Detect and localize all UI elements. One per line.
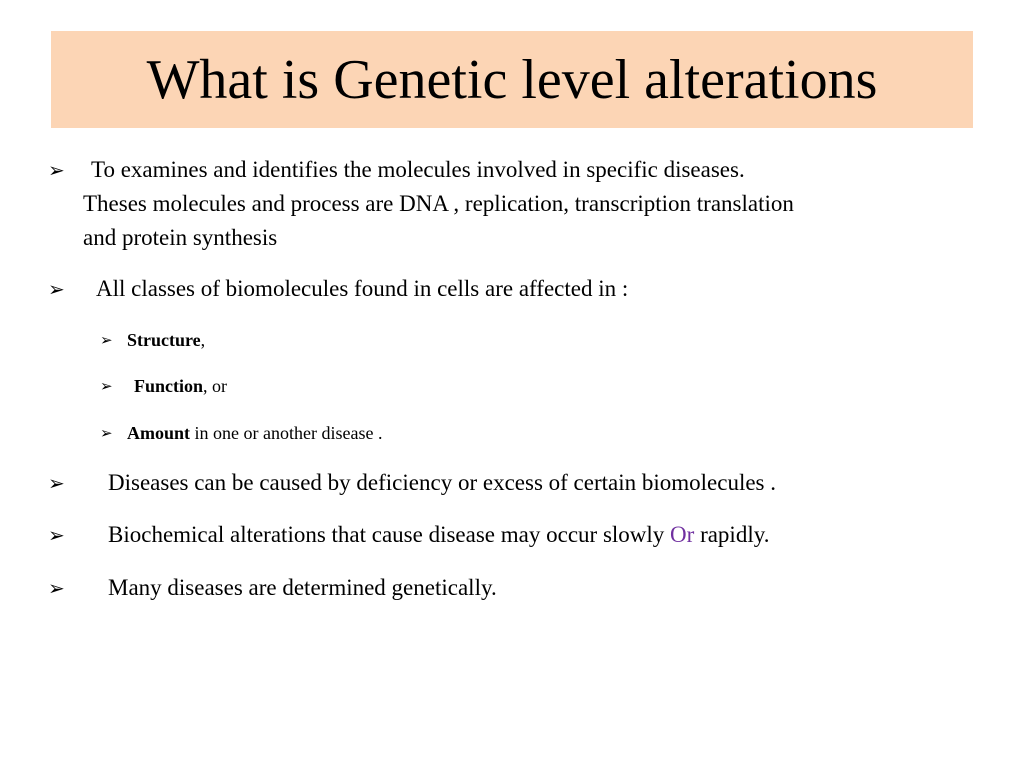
arrow-bullet-icon: ➢: [48, 576, 65, 600]
bullet-line: Theses molecules and process are DNA , replication, transcription translation: [83, 191, 794, 216]
bullet-line: and protein synthesis: [83, 225, 278, 250]
arrow-bullet-icon: ➢: [100, 424, 113, 442]
bullet-text-after: rapidly.: [694, 522, 770, 547]
bullet-text-before: Biochemical alterations that cause disease may occur slowly: [108, 522, 671, 547]
bullet-text: [108, 518, 769, 552]
sub-bullet-text: [127, 420, 382, 446]
sub-bullet-bold: Structure: [127, 330, 201, 350]
slide-title: What is Genetic level alterations: [146, 48, 878, 111]
sub-bullet-bold: Function: [134, 376, 204, 396]
arrow-bullet-icon: ➢: [48, 523, 65, 547]
accent-word: Or: [670, 522, 695, 547]
sub-bullet-rest: ,: [200, 330, 206, 350]
arrow-bullet-icon: ➢: [48, 471, 65, 495]
arrow-bullet-icon: ➢: [100, 331, 113, 349]
arrow-bullet-icon: ➢: [100, 377, 113, 395]
bullet-text: Diseases can be caused by deficiency or excess of certain biomolecules .: [108, 470, 776, 495]
sub-bullet-text: [127, 327, 205, 353]
slide-title-banner: [51, 31, 973, 128]
sub-bullet-rest: , or: [203, 376, 228, 396]
sub-bullet-bold: Amount: [127, 423, 191, 443]
arrow-bullet-icon: ➢: [48, 158, 65, 182]
sub-bullet-rest: in one or another disease .: [190, 423, 383, 443]
sub-bullet-text: [134, 373, 227, 399]
arrow-bullet-icon: ➢: [48, 277, 65, 301]
bullet-text: All classes of biomolecules found in cells are affected in :: [96, 276, 629, 301]
bullet-text: Many diseases are determined genetically.: [108, 575, 497, 600]
bullet-line: To examines and identifies the molecules involved in specific diseases.: [91, 157, 745, 182]
